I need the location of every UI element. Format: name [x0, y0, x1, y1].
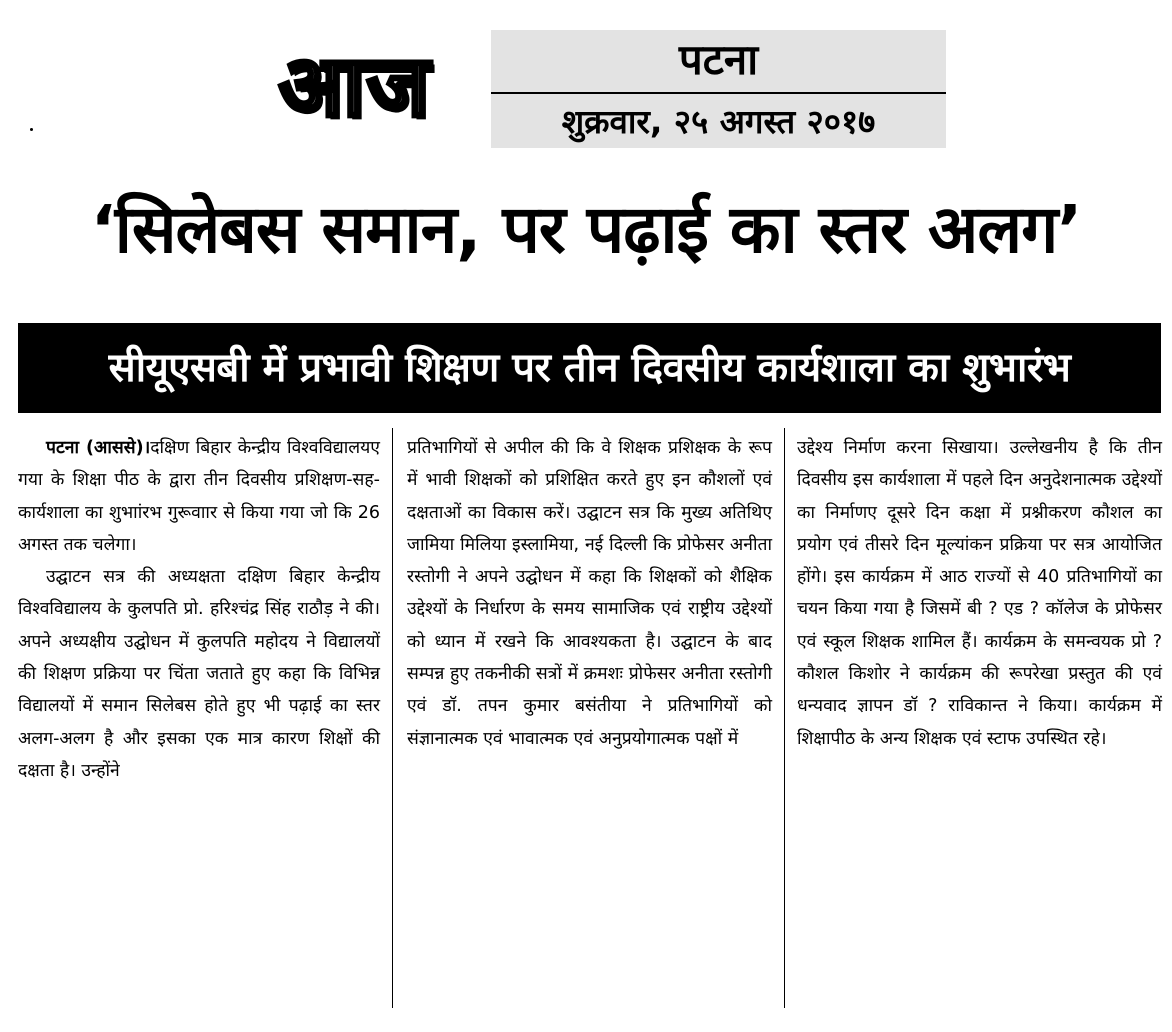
dateline: पटना (आससे)। — [46, 438, 151, 458]
headline: ‘सिलेबस समान, पर पढ़ाई का स्तर अलग’ — [90, 191, 1082, 268]
edition-box — [491, 30, 946, 148]
logo-text: आज — [278, 37, 432, 135]
column-divider — [784, 428, 785, 1008]
article-column-2 — [407, 432, 772, 755]
paragraph-text: दक्षिण बिहार केन्द्रीय विश्वविद्यालयए गया के शिक्षा पीठ के द्वारा तीन दिवसीय प्रशिक्षण-सह-कार्यशाला का शुभाांरभ गुरूवाार से किया गया जो कि 26 अगस्त तक चलेगा। — [18, 438, 380, 555]
edition-divider — [491, 92, 946, 94]
print-speck — [30, 128, 33, 131]
article-paragraph — [18, 432, 380, 561]
subheadline-banner: सीयूएसबी में प्रभावी शिक्षण पर तीन दिवसीय कार्यशाला का शुभारंभ — [18, 323, 1161, 413]
edition-date: शुक्रवार, २५ अगस्त २०१७ — [561, 102, 876, 141]
article-column-3 — [797, 432, 1162, 755]
article-paragraph: उद्देश्य निर्माण करना सिखाया। उल्लेखनीय है कि तीन दिवसीय इस कार्यशाला में पहले दिन अनुदेशनात्मक उद्देश्यों का निर्माणए दूसरे दिन कक्षा में प्रश्नीकरण कौशल का प्रयोग एवं तीसरे दिन मूल्यांकन प्रक्रिया पर सत्र आयोजित होंगे। इस कार्यक्रम में आठ राज्यों से 40 प्रतिभागियों का चयन किया गया है जिसमें बी ? एड ? कॉलेज के प्रोफेसर एवं स्कूल शिक्षक शामिल हैं। कार्यक्रम के समन्वयक प्रो ? कौशल किशोर ने कार्यक्रम की रूपरेखा प्रस्तुत की एवं धन्यवाद ज्ञापन डॉ ? राविकान्त ने किया। कार्यक्रम में शिक्षापीठ के अन्य शिक्षक एवं स्टाफ उपस्थित रहे। — [797, 438, 1162, 749]
article-paragraph: प्रतिभागियों से अपील की कि वे शिक्षक प्रशिक्षक के रूप में भावी शिक्षकों को प्रशिक्षित करते हुए इन कौशलों एवं दक्षताओं का विकास करें। उद्घाटन सत्र कि मुख्य अतिथिए जामिया मिलिया इस्लामिया, नई दिल्ली कि प्रोफेसर अनीता रस्तोगी ने अपने उद्घोधन में कहा कि शिक्षकों को शैक्षिक उद्देश्यों के निर्धारण के समय सामाजिक एवं राष्ट्रीय उद्देश्यों को ध्यान में रखने कि आवश्यकता है। उद्घाटन के बाद सम्पन्न हुए तकनीकी सत्रों में क्रमशः प्रोफेसर अनीता रस्तोगी एवं डॉ. तपन कुमार बसंतीया ने प्रतिभागियों को संज्ञानात्मक एवं भावात्मक एवं अनुप्रयोगात्मक पक्षों में — [407, 438, 772, 749]
article-paragraph: उद्घाटन सत्र की अध्यक्षता दक्षिण बिहार केन्द्रीय विश्वविद्यालय के कुलपति प्रो. हरिश्चंद्र सिंह राठौड़ ने की। अपने अध्यक्षीय उद्घोधन में कुलपति महोदय ने विद्यालयों की शिक्षण प्रक्रिया पर चिंता जताते हुए कहा कि विभिन्न विद्यालयों में समान सिलेबस होते हुए भी पढ़ाई का स्तर अलग-अलग है और इसका एक मात्र कारण शिक्षों की दक्षता है। उन्होंने — [18, 567, 380, 781]
newspaper-logo — [250, 36, 460, 136]
edition-city: पटना — [678, 35, 759, 84]
article-column-1 — [18, 432, 380, 787]
column-divider — [392, 428, 393, 1008]
